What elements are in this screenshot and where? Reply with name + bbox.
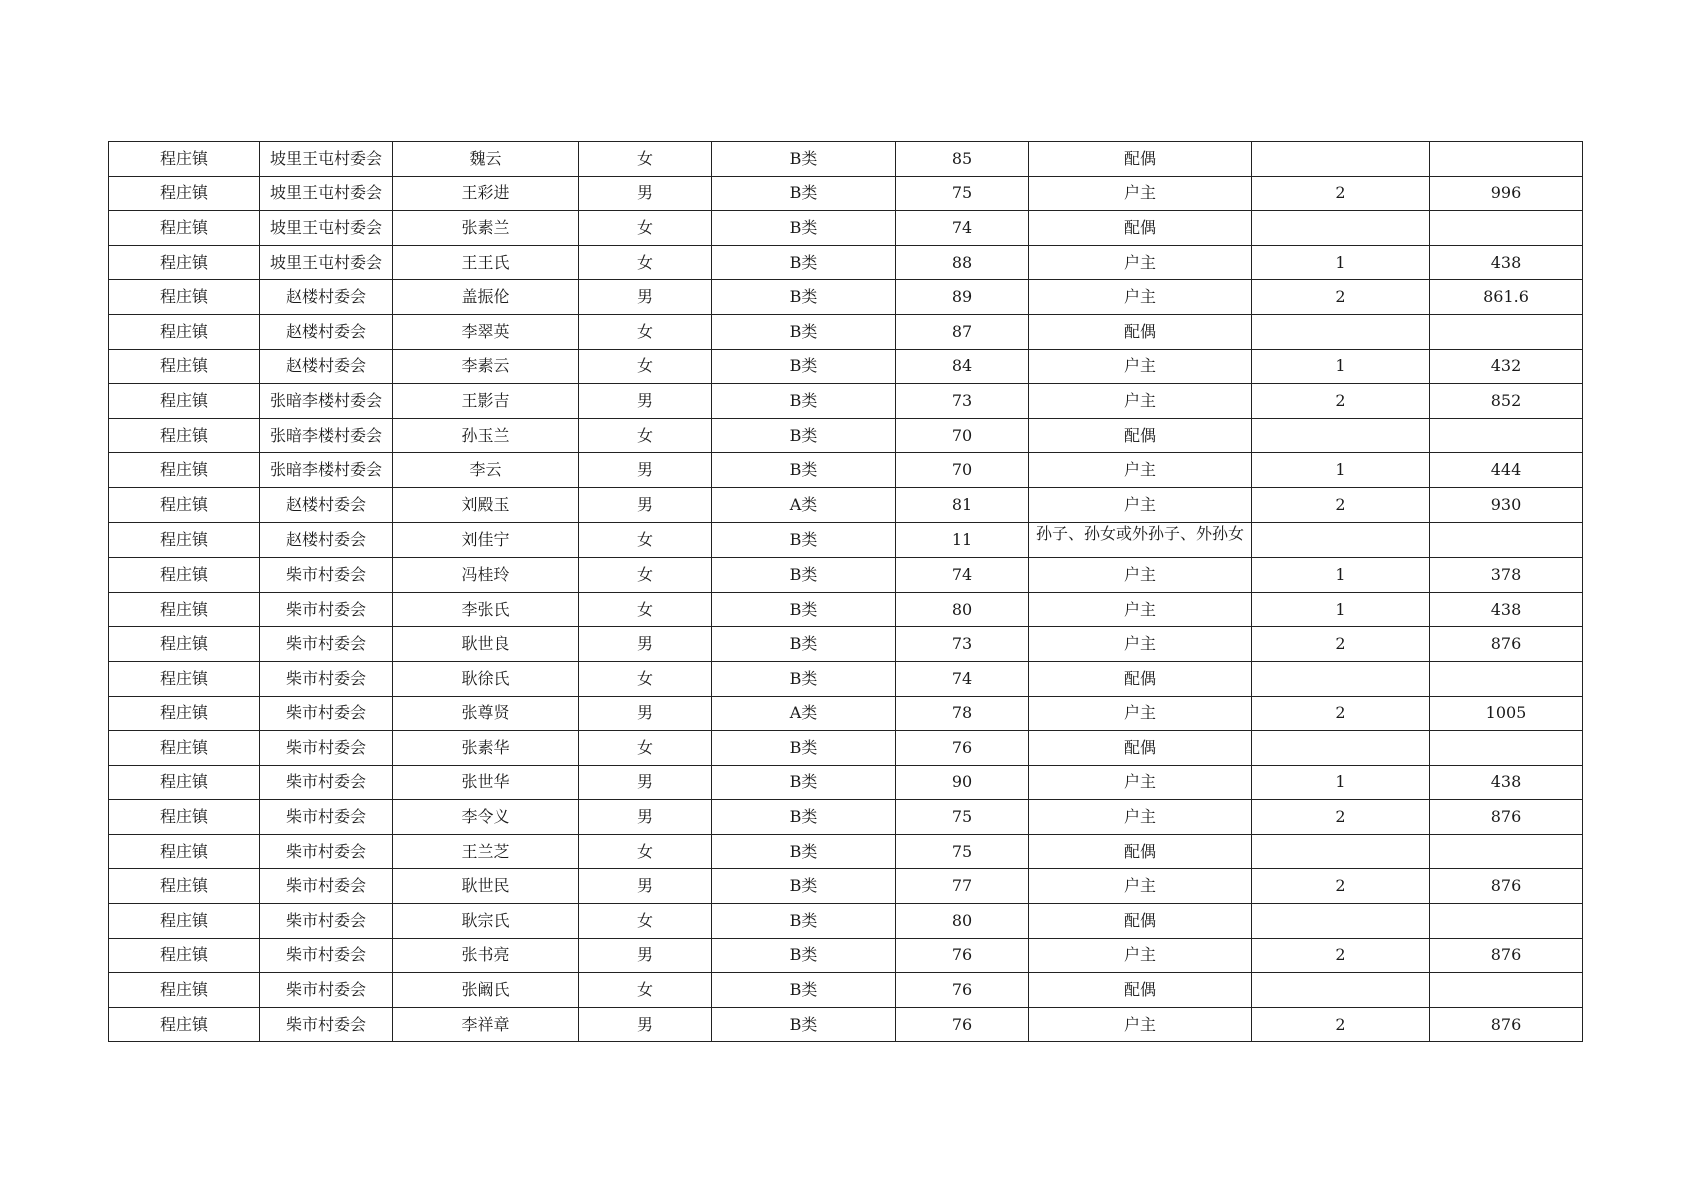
gender-cell: 男 xyxy=(579,800,712,835)
household-size-cell: 1 xyxy=(1252,349,1430,384)
relation-cell: 户主 xyxy=(1029,349,1252,384)
gender-cell: 女 xyxy=(579,418,712,453)
age-cell: 78 xyxy=(896,696,1029,731)
amount-cell xyxy=(1430,661,1583,696)
relation-cell: 户主 xyxy=(1029,627,1252,662)
name-cell: 李翠英 xyxy=(393,314,579,349)
age-cell: 85 xyxy=(896,142,1029,177)
age-cell: 80 xyxy=(896,904,1029,939)
age-cell: 76 xyxy=(896,731,1029,766)
amount-cell: 876 xyxy=(1430,938,1583,973)
relation-cell: 户主 xyxy=(1029,176,1252,211)
table-row xyxy=(109,211,1583,246)
gender-cell: 女 xyxy=(579,349,712,384)
relation-cell: 户主 xyxy=(1029,765,1252,800)
town-cell: 程庄镇 xyxy=(109,418,260,453)
relation-cell: 户主 xyxy=(1029,245,1252,280)
name-cell: 王王氏 xyxy=(393,245,579,280)
name-cell: 张尊贤 xyxy=(393,696,579,731)
table-row xyxy=(109,765,1583,800)
village-committee-cell: 柴市村委会 xyxy=(260,558,393,593)
name-cell: 刘佳宁 xyxy=(393,522,579,558)
category-cell: B类 xyxy=(712,384,896,419)
household-size-cell xyxy=(1252,211,1430,246)
name-cell: 刘殿玉 xyxy=(393,487,579,522)
gender-cell: 女 xyxy=(579,973,712,1008)
table-row xyxy=(109,558,1583,593)
gender-cell: 女 xyxy=(579,558,712,593)
age-cell: 75 xyxy=(896,834,1029,869)
town-cell: 程庄镇 xyxy=(109,176,260,211)
village-committee-cell: 柴市村委会 xyxy=(260,834,393,869)
amount-cell: 852 xyxy=(1430,384,1583,419)
household-size-cell xyxy=(1252,973,1430,1008)
category-cell: B类 xyxy=(712,973,896,1008)
category-cell: B类 xyxy=(712,800,896,835)
amount-cell: 432 xyxy=(1430,349,1583,384)
town-cell: 程庄镇 xyxy=(109,487,260,522)
town-cell: 程庄镇 xyxy=(109,869,260,904)
relation-cell: 配偶 xyxy=(1029,973,1252,1008)
category-cell: B类 xyxy=(712,418,896,453)
name-cell: 王影吉 xyxy=(393,384,579,419)
gender-cell: 女 xyxy=(579,211,712,246)
amount-cell: 438 xyxy=(1430,245,1583,280)
amount-cell xyxy=(1430,211,1583,246)
household-size-cell: 2 xyxy=(1252,280,1430,315)
village-committee-cell: 柴市村委会 xyxy=(260,592,393,627)
table-row xyxy=(109,280,1583,315)
village-committee-cell: 柴市村委会 xyxy=(260,765,393,800)
village-committee-cell: 赵楼村委会 xyxy=(260,487,393,522)
household-size-cell xyxy=(1252,834,1430,869)
amount-cell: 876 xyxy=(1430,800,1583,835)
relation-cell: 户主 xyxy=(1029,800,1252,835)
age-cell: 73 xyxy=(896,627,1029,662)
amount-cell: 876 xyxy=(1430,627,1583,662)
category-cell: B类 xyxy=(712,176,896,211)
town-cell: 程庄镇 xyxy=(109,142,260,177)
household-size-cell xyxy=(1252,418,1430,453)
category-cell: B类 xyxy=(712,592,896,627)
name-cell: 李令义 xyxy=(393,800,579,835)
category-cell: B类 xyxy=(712,314,896,349)
relation-cell: 户主 xyxy=(1029,487,1252,522)
relation-cell: 户主 xyxy=(1029,384,1252,419)
category-cell: B类 xyxy=(712,661,896,696)
amount-cell: 1005 xyxy=(1430,696,1583,731)
age-cell: 75 xyxy=(896,176,1029,211)
village-committee-cell: 张暗李楼村委会 xyxy=(260,418,393,453)
age-cell: 81 xyxy=(896,487,1029,522)
table-row xyxy=(109,800,1583,835)
town-cell: 程庄镇 xyxy=(109,731,260,766)
gender-cell: 男 xyxy=(579,453,712,488)
age-cell: 88 xyxy=(896,245,1029,280)
amount-cell: 996 xyxy=(1430,176,1583,211)
town-cell: 程庄镇 xyxy=(109,973,260,1008)
table-row xyxy=(109,904,1583,939)
table-row xyxy=(109,418,1583,453)
category-cell: B类 xyxy=(712,904,896,939)
age-cell: 11 xyxy=(896,522,1029,558)
household-size-cell: 2 xyxy=(1252,696,1430,731)
table-row xyxy=(109,1007,1583,1042)
table-row xyxy=(109,453,1583,488)
name-cell: 耿世民 xyxy=(393,869,579,904)
village-committee-cell: 柴市村委会 xyxy=(260,973,393,1008)
name-cell: 耿世良 xyxy=(393,627,579,662)
town-cell: 程庄镇 xyxy=(109,453,260,488)
town-cell: 程庄镇 xyxy=(109,280,260,315)
name-cell: 耿宗氏 xyxy=(393,904,579,939)
name-cell: 张阚氏 xyxy=(393,973,579,1008)
table-row xyxy=(109,142,1583,177)
household-size-cell xyxy=(1252,142,1430,177)
age-cell: 74 xyxy=(896,661,1029,696)
relation-cell: 户主 xyxy=(1029,938,1252,973)
table-row xyxy=(109,731,1583,766)
relation-cell: 户主 xyxy=(1029,1007,1252,1042)
village-committee-cell: 坡里王屯村委会 xyxy=(260,245,393,280)
gender-cell: 男 xyxy=(579,176,712,211)
category-cell: B类 xyxy=(712,245,896,280)
relation-cell: 配偶 xyxy=(1029,314,1252,349)
village-committee-cell: 赵楼村委会 xyxy=(260,522,393,558)
amount-cell xyxy=(1430,142,1583,177)
name-cell: 冯桂玲 xyxy=(393,558,579,593)
category-cell: A类 xyxy=(712,696,896,731)
name-cell: 张素兰 xyxy=(393,211,579,246)
gender-cell: 男 xyxy=(579,696,712,731)
village-committee-cell: 柴市村委会 xyxy=(260,1007,393,1042)
amount-cell xyxy=(1430,973,1583,1008)
category-cell: A类 xyxy=(712,487,896,522)
village-committee-cell: 赵楼村委会 xyxy=(260,280,393,315)
household-size-cell: 1 xyxy=(1252,453,1430,488)
age-cell: 70 xyxy=(896,453,1029,488)
village-committee-cell: 赵楼村委会 xyxy=(260,349,393,384)
name-cell: 李素云 xyxy=(393,349,579,384)
town-cell: 程庄镇 xyxy=(109,211,260,246)
name-cell: 盖振伦 xyxy=(393,280,579,315)
age-cell: 84 xyxy=(896,349,1029,384)
town-cell: 程庄镇 xyxy=(109,558,260,593)
village-committee-cell: 柴市村委会 xyxy=(260,696,393,731)
age-cell: 75 xyxy=(896,800,1029,835)
amount-cell: 876 xyxy=(1430,869,1583,904)
village-committee-cell: 柴市村委会 xyxy=(260,904,393,939)
town-cell: 程庄镇 xyxy=(109,904,260,939)
table-row xyxy=(109,384,1583,419)
relation-cell: 配偶 xyxy=(1029,731,1252,766)
relation-cell: 孙子、孙女或外孙子、外孙女 xyxy=(1029,522,1252,558)
amount-cell: 444 xyxy=(1430,453,1583,488)
household-size-cell: 2 xyxy=(1252,487,1430,522)
town-cell: 程庄镇 xyxy=(109,314,260,349)
household-size-cell xyxy=(1252,661,1430,696)
town-cell: 程庄镇 xyxy=(109,834,260,869)
category-cell: B类 xyxy=(712,211,896,246)
amount-cell xyxy=(1430,731,1583,766)
records-table xyxy=(108,141,1583,1042)
name-cell: 王彩进 xyxy=(393,176,579,211)
amount-cell: 861.6 xyxy=(1430,280,1583,315)
town-cell: 程庄镇 xyxy=(109,696,260,731)
household-size-cell: 1 xyxy=(1252,765,1430,800)
table-row xyxy=(109,696,1583,731)
name-cell: 张书亮 xyxy=(393,938,579,973)
relation-cell: 户主 xyxy=(1029,280,1252,315)
town-cell: 程庄镇 xyxy=(109,592,260,627)
household-size-cell: 2 xyxy=(1252,1007,1430,1042)
amount-cell: 378 xyxy=(1430,558,1583,593)
town-cell: 程庄镇 xyxy=(109,765,260,800)
relation-cell: 户主 xyxy=(1029,558,1252,593)
category-cell: B类 xyxy=(712,627,896,662)
household-size-cell: 1 xyxy=(1252,245,1430,280)
town-cell: 程庄镇 xyxy=(109,800,260,835)
category-cell: B类 xyxy=(712,731,896,766)
village-committee-cell: 赵楼村委会 xyxy=(260,314,393,349)
village-committee-cell: 张暗李楼村委会 xyxy=(260,384,393,419)
category-cell: B类 xyxy=(712,453,896,488)
table-row xyxy=(109,314,1583,349)
relation-cell: 配偶 xyxy=(1029,834,1252,869)
amount-cell: 438 xyxy=(1430,592,1583,627)
table-row xyxy=(109,627,1583,662)
town-cell: 程庄镇 xyxy=(109,938,260,973)
household-size-cell: 1 xyxy=(1252,592,1430,627)
household-size-cell: 2 xyxy=(1252,176,1430,211)
age-cell: 76 xyxy=(896,938,1029,973)
category-cell: B类 xyxy=(712,522,896,558)
name-cell: 王兰芝 xyxy=(393,834,579,869)
village-committee-cell: 柴市村委会 xyxy=(260,938,393,973)
age-cell: 70 xyxy=(896,418,1029,453)
amount-cell xyxy=(1430,834,1583,869)
age-cell: 76 xyxy=(896,973,1029,1008)
relation-cell: 配偶 xyxy=(1029,904,1252,939)
gender-cell: 女 xyxy=(579,592,712,627)
relation-cell: 配偶 xyxy=(1029,661,1252,696)
name-cell: 孙玉兰 xyxy=(393,418,579,453)
village-committee-cell: 柴市村委会 xyxy=(260,731,393,766)
village-committee-cell: 柴市村委会 xyxy=(260,627,393,662)
table-row xyxy=(109,487,1583,522)
table-row xyxy=(109,176,1583,211)
table-row xyxy=(109,245,1583,280)
relation-cell: 户主 xyxy=(1029,696,1252,731)
relation-cell: 户主 xyxy=(1029,453,1252,488)
village-committee-cell: 坡里王屯村委会 xyxy=(260,142,393,177)
village-committee-cell: 柴市村委会 xyxy=(260,661,393,696)
age-cell: 89 xyxy=(896,280,1029,315)
name-cell: 李祥章 xyxy=(393,1007,579,1042)
town-cell: 程庄镇 xyxy=(109,1007,260,1042)
gender-cell: 女 xyxy=(579,522,712,558)
village-committee-cell: 坡里王屯村委会 xyxy=(260,211,393,246)
name-cell: 张素华 xyxy=(393,731,579,766)
household-size-cell xyxy=(1252,904,1430,939)
table-body xyxy=(109,142,1583,1042)
name-cell: 魏云 xyxy=(393,142,579,177)
gender-cell: 男 xyxy=(579,280,712,315)
table-row xyxy=(109,938,1583,973)
age-cell: 74 xyxy=(896,211,1029,246)
town-cell: 程庄镇 xyxy=(109,245,260,280)
gender-cell: 女 xyxy=(579,661,712,696)
relation-cell: 户主 xyxy=(1029,869,1252,904)
gender-cell: 男 xyxy=(579,627,712,662)
amount-cell: 438 xyxy=(1430,765,1583,800)
age-cell: 73 xyxy=(896,384,1029,419)
name-cell: 李张氏 xyxy=(393,592,579,627)
gender-cell: 男 xyxy=(579,1007,712,1042)
village-committee-cell: 张暗李楼村委会 xyxy=(260,453,393,488)
gender-cell: 女 xyxy=(579,834,712,869)
category-cell: B类 xyxy=(712,1007,896,1042)
gender-cell: 男 xyxy=(579,869,712,904)
table-row xyxy=(109,349,1583,384)
category-cell: B类 xyxy=(712,142,896,177)
household-size-cell: 2 xyxy=(1252,627,1430,662)
relation-cell: 配偶 xyxy=(1029,142,1252,177)
village-committee-cell: 柴市村委会 xyxy=(260,800,393,835)
household-size-cell xyxy=(1252,314,1430,349)
category-cell: B类 xyxy=(712,938,896,973)
gender-cell: 男 xyxy=(579,487,712,522)
household-size-cell: 1 xyxy=(1252,558,1430,593)
table-row xyxy=(109,592,1583,627)
household-size-cell: 2 xyxy=(1252,800,1430,835)
age-cell: 77 xyxy=(896,869,1029,904)
gender-cell: 女 xyxy=(579,245,712,280)
household-size-cell: 2 xyxy=(1252,869,1430,904)
category-cell: B类 xyxy=(712,558,896,593)
gender-cell: 女 xyxy=(579,731,712,766)
gender-cell: 男 xyxy=(579,938,712,973)
age-cell: 90 xyxy=(896,765,1029,800)
village-committee-cell: 坡里王屯村委会 xyxy=(260,176,393,211)
category-cell: B类 xyxy=(712,349,896,384)
amount-cell xyxy=(1430,418,1583,453)
table-row xyxy=(109,834,1583,869)
relation-cell: 配偶 xyxy=(1029,211,1252,246)
age-cell: 87 xyxy=(896,314,1029,349)
gender-cell: 女 xyxy=(579,142,712,177)
town-cell: 程庄镇 xyxy=(109,522,260,558)
name-cell: 李云 xyxy=(393,453,579,488)
age-cell: 74 xyxy=(896,558,1029,593)
category-cell: B类 xyxy=(712,834,896,869)
gender-cell: 女 xyxy=(579,904,712,939)
town-cell: 程庄镇 xyxy=(109,627,260,662)
amount-cell xyxy=(1430,904,1583,939)
category-cell: B类 xyxy=(712,869,896,904)
table-row xyxy=(109,661,1583,696)
household-size-cell: 2 xyxy=(1252,384,1430,419)
amount-cell xyxy=(1430,522,1583,558)
gender-cell: 女 xyxy=(579,314,712,349)
age-cell: 80 xyxy=(896,592,1029,627)
town-cell: 程庄镇 xyxy=(109,349,260,384)
table-row xyxy=(109,522,1583,558)
relation-cell: 户主 xyxy=(1029,592,1252,627)
category-cell: B类 xyxy=(712,280,896,315)
household-size-cell xyxy=(1252,522,1430,558)
amount-cell: 930 xyxy=(1430,487,1583,522)
household-size-cell: 2 xyxy=(1252,938,1430,973)
household-size-cell xyxy=(1252,731,1430,766)
gender-cell: 男 xyxy=(579,765,712,800)
relation-cell: 配偶 xyxy=(1029,418,1252,453)
table-row xyxy=(109,973,1583,1008)
town-cell: 程庄镇 xyxy=(109,384,260,419)
village-committee-cell: 柴市村委会 xyxy=(260,869,393,904)
name-cell: 张世华 xyxy=(393,765,579,800)
town-cell: 程庄镇 xyxy=(109,661,260,696)
gender-cell: 男 xyxy=(579,384,712,419)
table-row xyxy=(109,869,1583,904)
name-cell: 耿徐氏 xyxy=(393,661,579,696)
amount-cell: 876 xyxy=(1430,1007,1583,1042)
category-cell: B类 xyxy=(712,765,896,800)
amount-cell xyxy=(1430,314,1583,349)
age-cell: 76 xyxy=(896,1007,1029,1042)
